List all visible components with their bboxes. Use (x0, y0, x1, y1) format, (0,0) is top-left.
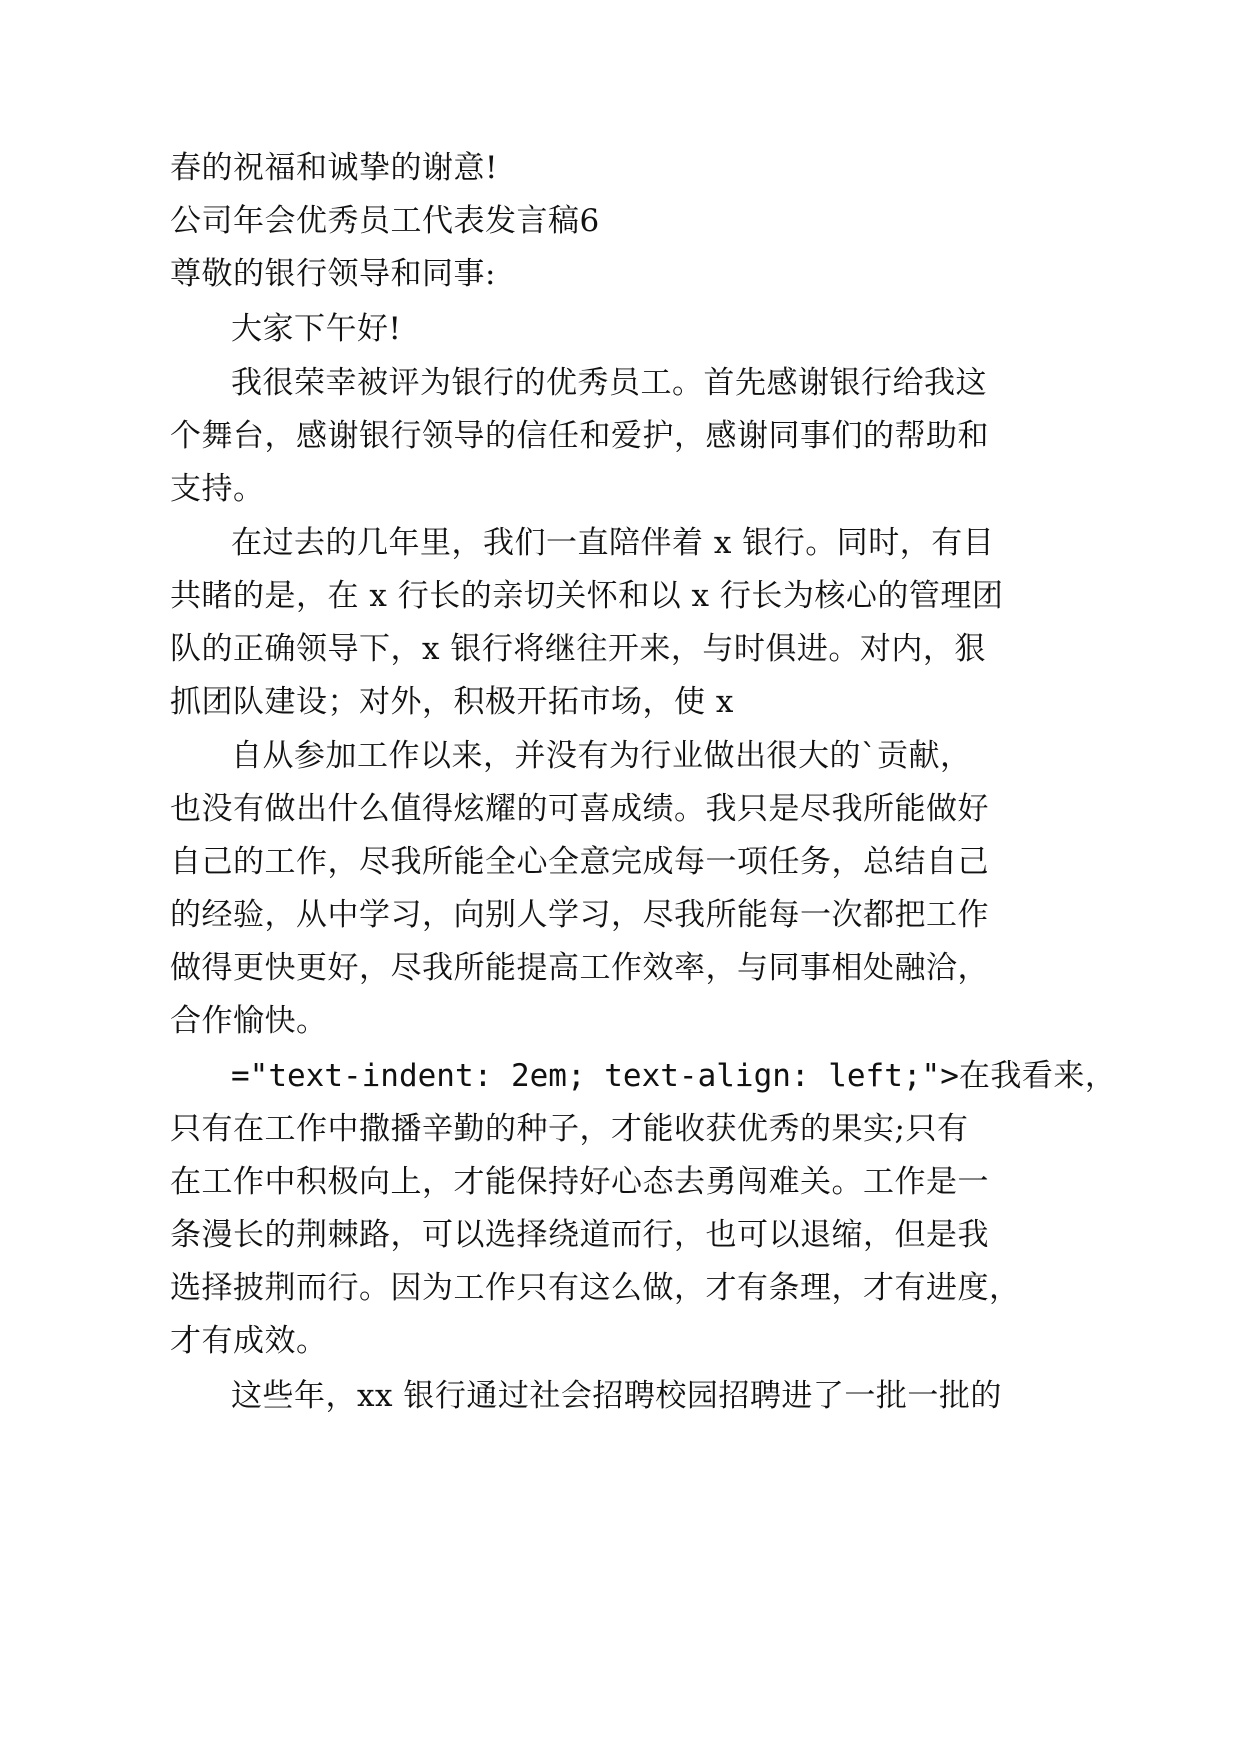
text-line: 这些年，xx 银行通过社会招聘校园招聘进了一批一批的 (231, 1378, 1002, 1414)
text-line: 抓团队建设；对外，积极开拓市场，使 x (170, 684, 734, 720)
text-line: 队的正确领导下，x 银行将继往开来，与时俱进。对内，狠 (170, 631, 986, 667)
text-line: 在工作中积极向上，才能保持好心态去勇闯难关。工作是一 (170, 1164, 989, 1200)
text-line: 个舞台，感谢银行领导的信任和爱护，感谢同事们的帮助和 (170, 418, 989, 454)
greeting: 大家下午好! (231, 311, 402, 347)
stray-markup-text: 在我看来， (958, 1058, 1117, 1094)
text-line: 自从参加工作以来，并没有为行业做出很大的`贡献， (231, 738, 972, 774)
text-line: 才有成效。 (170, 1323, 328, 1359)
text-line: 合作愉快。 (170, 1003, 328, 1039)
text-line: 支持。 (170, 471, 265, 507)
text-line: 也没有做出什么值得炫耀的可喜成绩。我只是尽我所能做好 (170, 791, 989, 827)
stray-markup-code: ="text-indent: 2em; text-align: left;"> (231, 1058, 959, 1094)
text-line: 选择披荆而行。因为工作只有这么做，才有条理，才有进度， (170, 1270, 1021, 1306)
text-line: 共睹的是，在 x 行长的亲切关怀和以 x 行长为核心的管理团 (170, 578, 1004, 614)
text-line: 条漫长的荆棘路，可以选择绕道而行，也可以退缩，但是我 (170, 1217, 989, 1253)
salutation: 尊敬的银行领导和同事: (170, 256, 496, 292)
stray-markup-line (231, 1056, 1116, 1096)
text-line: 在过去的几年里，我们一直陪伴着 x 银行。同时，有目 (231, 525, 995, 561)
document-title: 公司年会优秀员工代表发言稿6 (170, 203, 600, 239)
text-line: 的经验，从中学习，向别人学习，尽我所能每一次都把工作 (170, 897, 989, 933)
text-line: 做得更快更好，尽我所能提高工作效率，与同事相处融洽， (170, 950, 989, 986)
text-line: 春的祝福和诚挚的谢意! (170, 150, 498, 186)
text-line: 只有在工作中撒播辛勤的种子，才能收获优秀的果实;只有 (170, 1111, 969, 1147)
text-line: 我很荣幸被评为银行的优秀员工。首先感谢银行给我这 (231, 365, 987, 401)
text-line: 自己的工作，尽我所能全心全意完成每一项任务，总结自己 (170, 844, 989, 880)
